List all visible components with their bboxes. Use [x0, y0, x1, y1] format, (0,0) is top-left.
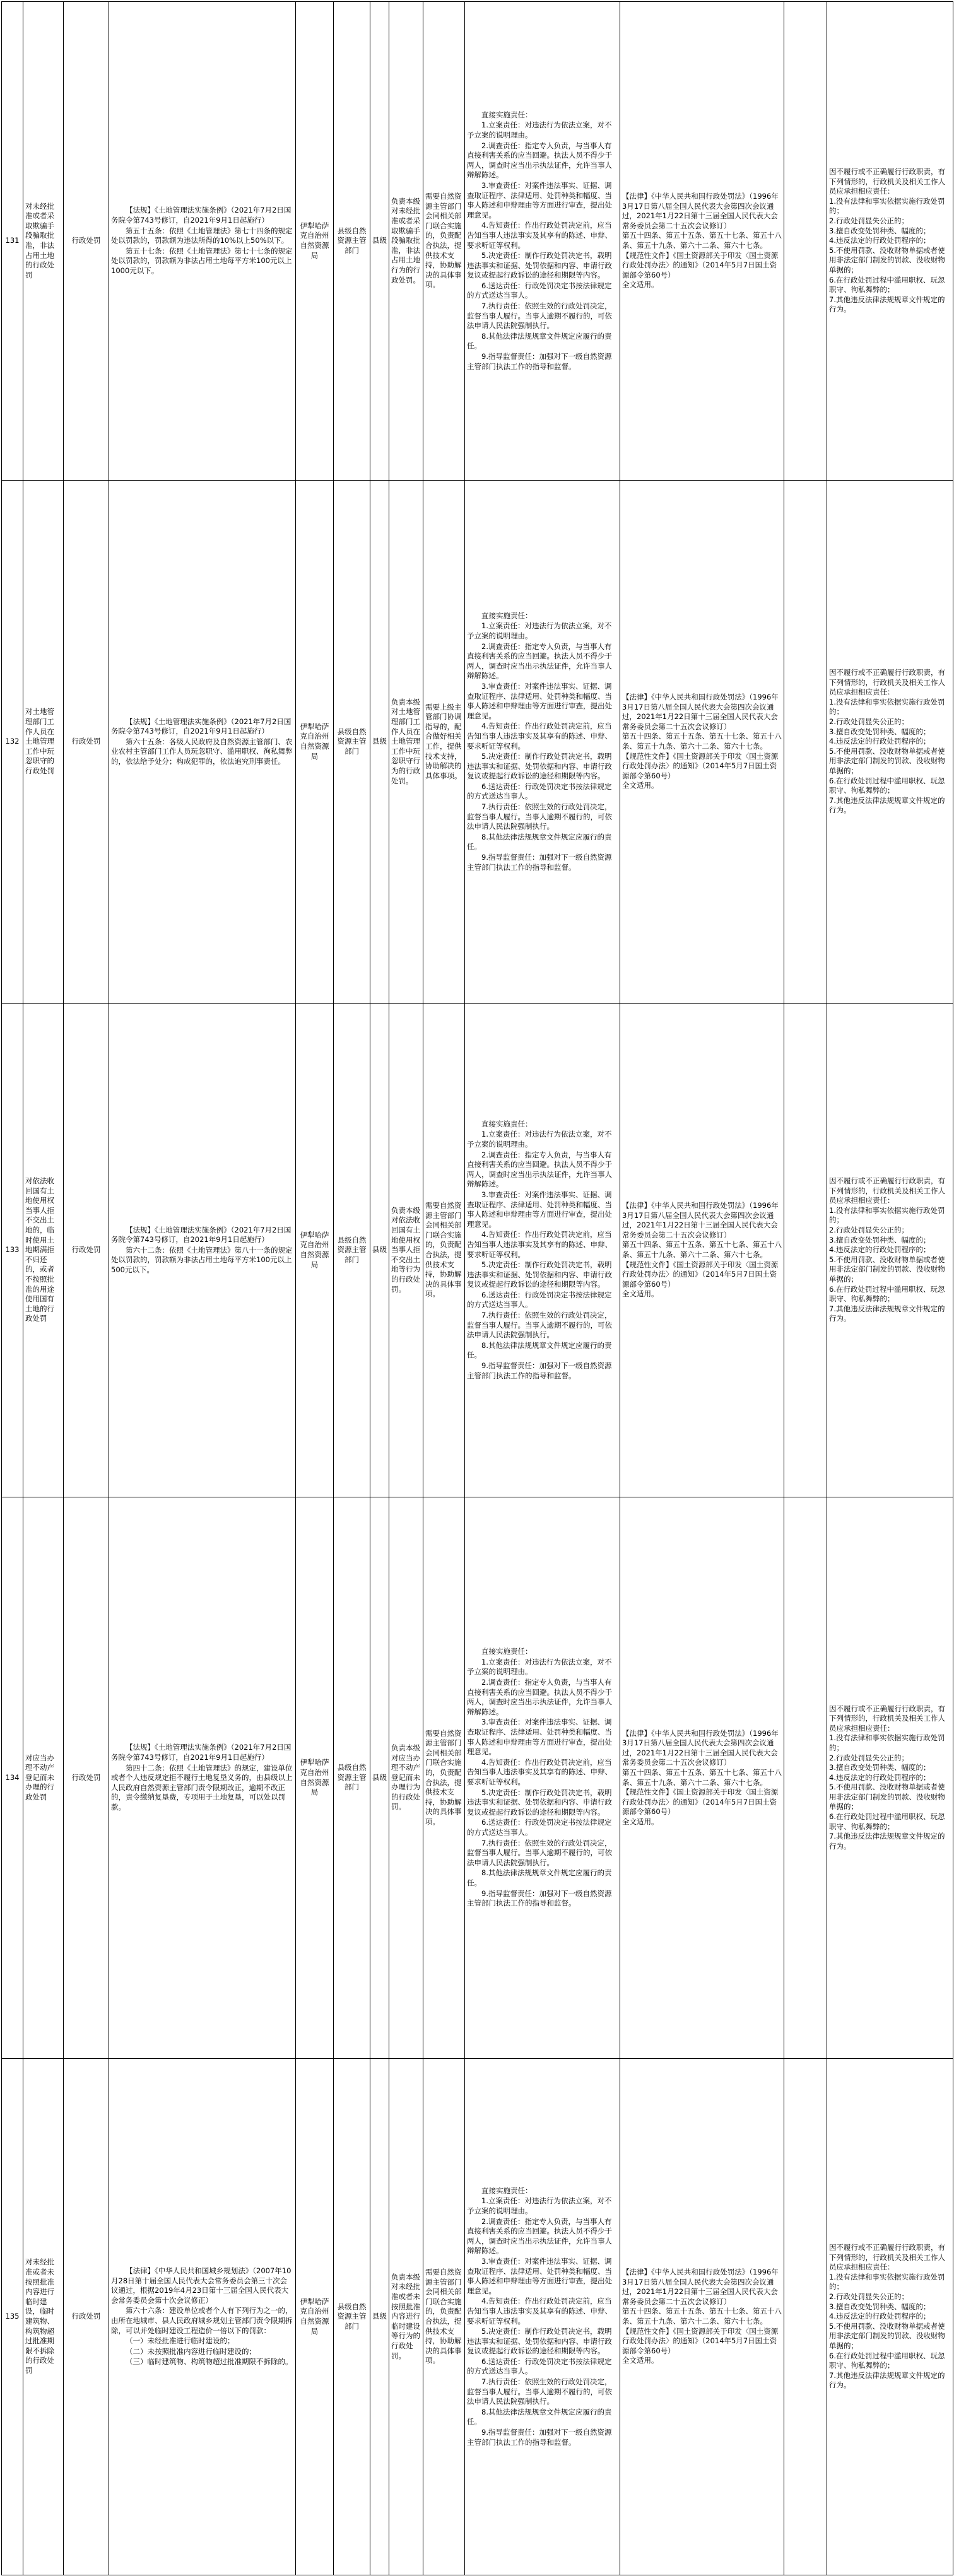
duty_list-line: 2.调查责任：指定专人负责，与当事人有直接利害关系的应当回避。执法人员不得少于两人，调查时应当出示执法证件，允许当事人辩解陈述。: [467, 641, 612, 681]
row-number: 132: [2, 481, 23, 1004]
duty_list-line: 8.其他法律法规规章文件规定应履行的责任。: [467, 832, 612, 852]
law-line: 【法律】《中华人民共和国行政处罚法》（1996年3月17日第八届全国人民代表大会第四次会议通过，2021年1月22日第十三届全国人民代表大会常务委员会第二十五次会议修订）: [622, 2268, 779, 2306]
law-line: 【法律】《中华人民共和国行政处罚法》（1996年3月17日第八届全国人民代表大会第四次会议通过，2021年1月22日第十三届全国人民代表大会常务委员会第二十五次会议修订）: [622, 693, 779, 731]
liab-line: 2.行政处罚显失公正的；: [829, 2292, 909, 2302]
implementing-level: 县级: [370, 2059, 389, 2575]
implementing-level: 县级: [370, 2, 389, 481]
duty_list-line: 6.送达责任：行政处罚决定书按法律规定的方式送达当事人。: [467, 2356, 612, 2376]
legal-basis: [109, 2, 296, 481]
item-type: 行政处罚: [64, 1497, 109, 2059]
duty_list-line: 4.告知责任：作出行政处罚决定前，应当告知当事人违法事实及其享有的陈述、申辩、要求听证等权利。: [467, 221, 612, 250]
law-line: 【规范性文件】《国土资源部关于印发〈国土资源行政处罚办法〉的通知》（2014年5月7日国土资源部令第60号）: [622, 2326, 779, 2355]
legal-basis: [109, 1497, 296, 2059]
duty_list-line: 1.立案责任：对违法行为依法立案，对不予立案的说明理由。: [467, 1657, 612, 1677]
legal-basis: [109, 2059, 296, 2575]
liab-line: 1.没有法律和事实依据实施行政处罚的；: [829, 697, 945, 717]
liab-line: 2.行政处罚显失公正的；: [829, 717, 909, 727]
basis-line: 第六十五条：各级人民政府及自然资源主管部门、农业农村主管部门工作人员玩忽职守、滥用职权、徇私舞弊的，依法给予处分；构成犯罪的，依法追究刑事责任。: [111, 737, 293, 766]
table-row: [2, 1497, 953, 2059]
duty_list-line: 2.调查责任：指定专人负责，与当事人有直接利害关系的应当回避。执法人员不得少于两人，调查时应当出示执法证件，允许当事人辩解陈述。: [467, 2216, 612, 2256]
liab-line: 因不履行或不正确履行行政职责，有下列情形的，行政机关及相关工作人员应承担相应责任：: [829, 668, 945, 697]
duty_list-line: 7.执行责任：依照生效的行政处罚决定，监督当事人履行。当事人逾期不履行的，可依法申请人民法院强制执行。: [467, 2377, 612, 2406]
responsibility-legal-basis: [620, 1497, 784, 2059]
responsibility-division: 负责本级对未经批准或者采取欺骗手段骗取批准，非法占用土地行为的行政处罚。: [389, 2, 423, 481]
duty_list-line: 7.执行责任：依照生效的行政处罚决定，监督当事人履行。当事人逾期不履行的，可依法申请人民法院强制执行。: [467, 802, 612, 831]
accountability-subject: [784, 1004, 827, 1497]
duty_list-line: 4.告知责任：作出行政处罚决定前，应当告知当事人违法事实及其享有的陈述、申辩、要求听证等权利。: [467, 1757, 612, 1786]
duty_list-line: 1.立案责任：对违法行为依法立案，对不予立案的说明理由。: [467, 2196, 612, 2215]
basis-line: （一）未经批准进行临时建设的；: [126, 2336, 235, 2346]
liab-line: 5.不使用罚款、没收财物单据或者使用非法定部门制发的罚款、没收财物单据的；: [829, 1783, 945, 1812]
liab-line: 5.不使用罚款、没收财物单据或者使用非法定部门制发的罚款、没收财物单据的；: [829, 746, 945, 775]
item-type: 行政处罚: [64, 481, 109, 1004]
duty_list-line: 直接实施责任：: [481, 1647, 533, 1656]
liab-line: 4.违反法定的行政处罚程序的；: [829, 1245, 931, 1255]
implementing-department: 伊犁哈萨克自治州自然资源局: [296, 481, 334, 1004]
liab-line: 4.违反法定的行政处罚程序的；: [829, 236, 931, 245]
coordination-duty: 需要自然资源主管部门会同相关部门联合实施的，负责配合执法，提供技术支持，协助解决的具体事项。: [423, 2059, 465, 2575]
implementing-subject: 县级自然资源主管部门: [334, 481, 370, 1004]
responsibility-division: 负责本级对土地管理部门工作人员在土地管理工作中玩忽职守行为的行政处罚。: [389, 481, 423, 1004]
duty_list-line: 3.审查责任：对案件违法事实、证据、调查取证程序、法律适用、处罚种类和幅度、当事人陈述和申辩理由等方面进行审查，提出处理意见。: [467, 2256, 612, 2295]
responsibility-items: [465, 2059, 620, 2575]
duty_list-line: 9.指导监督责任：加强对下一级自然资源主管部门执法工作的指导和监督。: [467, 1361, 612, 1380]
liab-line: 3.擅自改变处罚种类、幅度的；: [829, 2302, 931, 2311]
implementing-subject: 县级自然资源主管部门: [334, 1497, 370, 2059]
duty_list-line: 5.决定责任：制作行政处罚决定书，载明违法事实和证据、处罚依据和内容、申请行政复议或提起行政诉讼的途径和期限等内容。: [467, 251, 612, 280]
row-number: 131: [2, 2, 23, 481]
responsibility-division: 负责本级对应当办理不动产登记而未办理行为的行政处罚。: [389, 1497, 423, 2059]
duty_list-line: 1.立案责任：对违法行为依法立案，对不予立案的说明理由。: [467, 621, 612, 640]
implementing-level: 县级: [370, 481, 389, 1004]
responsibility-items: [465, 1004, 620, 1497]
duty_list-line: 5.决定责任：制作行政处罚决定书，载明违法事实和证据、处罚依据和内容、申请行政复议或提起行政诉讼的途径和期限等内容。: [467, 752, 612, 781]
accountability-situations: [827, 481, 953, 1004]
law-line: 【法律】《中华人民共和国行政处罚法》（1996年3月17日第八届全国人民代表大会第四次会议通过，2021年1月22日第十三届全国人民代表大会常务委员会第二十五次会议修订）: [622, 1201, 779, 1239]
implementing-subject: 县级自然资源主管部门: [334, 1004, 370, 1497]
accountability-situations: [827, 1497, 953, 2059]
liab-line: 5.不使用罚款、没收财物单据或者使用非法定部门制发的罚款、没收财物单据的；: [829, 245, 945, 274]
liab-line: 6.在行政处罚过程中滥用职权、玩忽职守、徇私舞弊的；: [829, 275, 945, 295]
table-row: [2, 1004, 953, 1497]
liab-line: 3.擅自改变处罚种类、幅度的；: [829, 1763, 931, 1772]
responsibility-items: [465, 1497, 620, 2059]
law-line: 全文适用。: [622, 781, 659, 790]
duty_list-line: 7.执行责任：依照生效的行政处罚决定，监督当事人履行。当事人逾期不履行的，可依法申请人民法院强制执行。: [467, 302, 612, 331]
duty_list-line: 4.告知责任：作出行政处罚决定前，应当告知当事人违法事实及其享有的陈述、申辩、要求听证等权利。: [467, 722, 612, 751]
liab-line: 1.没有法律和事实依据实施行政处罚的；: [829, 196, 945, 216]
responsibility-items: [465, 481, 620, 1004]
responsibility-legal-basis: [620, 1004, 784, 1497]
item-type: 行政处罚: [64, 2059, 109, 2575]
liab-line: 5.不使用罚款、没收财物单据或者使用非法定部门制发的罚款、没收财物单据的；: [829, 1255, 945, 1284]
law-line: 【规范性文件】《国土资源部关于印发〈国土资源行政处罚办法〉的通知》（2014年5月7日国土资源部令第60号）: [622, 250, 779, 279]
accountability-subject: [784, 2, 827, 481]
row-number: 134: [2, 1497, 23, 2059]
basis-line: 【法规】《土地管理法实施条例》（2021年7月2日国务院令第743号修订，自2021年9月1日起施行）: [111, 206, 292, 225]
responsibility-legal-basis: [620, 2059, 784, 2575]
accountability-subject: [784, 2059, 827, 2575]
liab-line: 因不履行或不正确履行行政职责，有下列情形的，行政机关及相关工作人员应承担相应责任：: [829, 2243, 945, 2272]
liab-line: 6.在行政处罚过程中滥用职权、玩忽职守、徇私舞弊的；: [829, 776, 945, 795]
law-line: 全文适用。: [622, 1289, 659, 1299]
liab-line: 3.擅自改变处罚种类、幅度的；: [829, 226, 931, 235]
liab-line: 7.其他违反法律法规规章文件规定的行为。: [829, 1304, 945, 1323]
row-number: 135: [2, 2059, 23, 2575]
coordination-duty: 需要自然资源主管部门会同相关部门联合实施的，负责配合执法，提供技术支持，协助解决的具体事项。: [423, 1497, 465, 2059]
accountability-subject: [784, 481, 827, 1004]
responsibility-division: 负责本级对依法收回国有土地使用权当事人拒不交出土地等行为的行政处罚。: [389, 1004, 423, 1497]
law-line: 第五十四条、第五十五条、第五十七条、第五十八条、第五十九条、第六十二条、第六十七条。: [622, 1240, 782, 1259]
responsibility-division: 负责本级对未经批准或者未按照批准内容进行临时建设等行为的行政处罚。: [389, 2059, 423, 2575]
implementing-department: 伊犁哈萨克自治州自然资源局: [296, 1004, 334, 1497]
duty_list-line: 直接实施责任：: [481, 110, 533, 119]
law-line: 【规范性文件】《国土资源部关于印发〈国土资源行政处罚办法〉的通知》（2014年5月7日国土资源部令第60号）: [622, 1788, 779, 1817]
law-line: 【规范性文件】《国土资源部关于印发〈国土资源行政处罚办法〉的通知》（2014年5月7日国土资源部令第60号）: [622, 751, 779, 780]
liab-line: 1.没有法律和事实依据实施行政处罚的；: [829, 1205, 945, 1225]
duty_list-line: 6.送达责任：行政处罚决定书按法律规定的方式送达当事人。: [467, 281, 612, 300]
duty_list-line: 4.告知责任：作出行政处罚决定前，应当告知当事人违法事实及其享有的陈述、申辩、要求听证等权利。: [467, 1230, 612, 1259]
implementing-level: 县级: [370, 1497, 389, 2059]
duty_list-line: 9.指导监督责任：加强对下一级自然资源主管部门执法工作的指导和监督。: [467, 853, 612, 872]
duty_list-line: 6.送达责任：行政处罚决定书按法律规定的方式送达当事人。: [467, 782, 612, 801]
accountability-situations: [827, 2, 953, 481]
basis-line: 【法规】《土地管理法实施条例》（2021年7月2日国务院令第743号修订，自2021年9月1日起施行）: [111, 1225, 292, 1244]
duty_list-line: 6.送达责任：行政处罚决定书按法律规定的方式送达当事人。: [467, 1290, 612, 1309]
basis-line: 第六十二条：依照《土地管理法》第八十一条的规定处以罚款的，罚款额为非法占用土地每平方米100元以上500元以下。: [111, 1245, 293, 1274]
liab-line: 4.违反法定的行政处罚程序的；: [829, 737, 931, 746]
basis-line: 第五十五条：依照《土地管理法》第七十四条的规定处以罚款的，罚款额为违法所得的10%以上50%以下。: [111, 226, 293, 245]
liab-line: 2.行政处罚显失公正的；: [829, 1226, 909, 1235]
duty_list-line: 6.送达责任：行政处罚决定书按法律规定的方式送达当事人。: [467, 1818, 612, 1837]
basis-line: 第五十七条：依照《土地管理法》第七十七条的规定处以罚款的，罚款额为非法占用土地每平方米100元以上1000元以下。: [111, 246, 293, 275]
item-type: 行政处罚: [64, 2, 109, 481]
table-row: [2, 2, 953, 481]
duty_list-line: 9.指导监督责任：加强对下一级自然资源主管部门执法工作的指导和监督。: [467, 2428, 612, 2447]
duty_list-line: 直接实施责任：: [481, 1119, 533, 1128]
legal-basis: [109, 481, 296, 1004]
law-line: 第五十四条、第五十五条、第五十七条、第五十八条、第五十九条、第六十二条、第六十七条。: [622, 2307, 782, 2326]
item-name: 对未经批准或者采取欺骗手段骗取批准，非法占用土地的行政处罚: [23, 2, 64, 481]
basis-line: （三）临时建筑物、构筑物超过批准期限不拆除的。: [126, 2357, 293, 2367]
responsibility-legal-basis: [620, 481, 784, 1004]
law-line: 全文适用。: [622, 2356, 659, 2365]
duty_list-line: 3.审查责任：对案件违法事实、证据、调查取证程序、法律适用、处罚种类和幅度、当事人陈述和申辩理由等方面进行审查，提出处理意见。: [467, 1718, 612, 1757]
liab-line: 2.行政处罚显失公正的；: [829, 216, 909, 226]
duty_list-line: 3.审查责任：对案件违法事实、证据、调查取证程序、法律适用、处罚种类和幅度、当事人陈述和申辩理由等方面进行审查，提出处理意见。: [467, 180, 612, 220]
accountability-situations: [827, 1004, 953, 1497]
item-name: 对未经批准或者未按照批准内容进行临时建设，临时建筑物、构筑物超过批准期限不拆除的行政处罚: [23, 2059, 64, 2575]
duty_list-line: 8.其他法律法规规章文件规定应履行的责任。: [467, 1340, 612, 1360]
liab-line: 6.在行政处罚过程中滥用职权、玩忽职守、徇私舞弊的；: [829, 1812, 945, 1831]
law-line: 第五十四条、第五十五条、第五十七条、第五十八条、第五十九条、第六十二条、第六十七条。: [622, 231, 782, 250]
item-name: 对土地管理部门工作人员在土地管理工作中玩忽职守的行政处罚: [23, 481, 64, 1004]
item-name: 对依法收回国有土地使用权当事人拒不交出土地的，临时使用土地期满拒不归还的，或者不按照批准的用途使用国有土地的行政处罚: [23, 1004, 64, 1497]
law-line: 全文适用。: [622, 280, 659, 290]
implementing-department: 伊犁哈萨克自治州自然资源局: [296, 2, 334, 481]
row-number: 133: [2, 1004, 23, 1497]
duty_list-line: 8.其他法律法规规章文件规定应履行的责任。: [467, 331, 612, 351]
duty_list-line: 5.决定责任：制作行政处罚决定书，载明违法事实和证据、处罚依据和内容、申请行政复议或提起行政诉讼的途径和期限等内容。: [467, 2327, 612, 2356]
duty_list-line: 8.其他法律法规规章文件规定应履行的责任。: [467, 1868, 612, 1887]
duty_list-line: 8.其他法律法规规章文件规定应履行的责任。: [467, 2407, 612, 2427]
duty_list-line: 4.告知责任：作出行政处罚决定前，应当告知当事人违法事实及其享有的陈述、申辩、要求听证等权利。: [467, 2297, 612, 2326]
power-list-table: [1, 1, 953, 2575]
liab-line: 6.在行政处罚过程中滥用职权、玩忽职守、徇私舞弊的；: [829, 2351, 945, 2370]
law-line: 第五十四条、第五十五条、第五十七条、第五十八条、第五十九条、第六十二条、第六十七条。: [622, 1767, 782, 1787]
liab-line: 7.其他违反法律法规规章文件规定的行为。: [829, 2370, 945, 2390]
table-row: [2, 481, 953, 1004]
responsibility-items: [465, 2, 620, 481]
coordination-duty: 需要自然资源主管部门会同相关部门联合实施的，负责配合执法，提供技术支持，协助解决的具体事项。: [423, 1004, 465, 1497]
law-line: 第五十四条、第五十五条、第五十七条、第五十八条、第五十九条、第六十二条、第六十七条。: [622, 732, 782, 751]
implementing-department: 伊犁哈萨克自治州自然资源局: [296, 1497, 334, 2059]
implementing-subject: 县级自然资源主管部门: [334, 2059, 370, 2575]
basis-line: 【法规】《土地管理法实施条例》（2021年7月2日国务院令第743号修订，自2021年9月1日起施行）: [111, 717, 292, 736]
duty_list-line: 5.决定责任：制作行政处罚决定书，载明违法事实和证据、处罚依据和内容、申请行政复议或提起行政诉讼的途径和期限等内容。: [467, 1788, 612, 1817]
duty_list-line: 2.调查责任：指定专人负责，与当事人有直接利害关系的应当回避。执法人员不得少于两人，调查时应当出示执法证件，允许当事人辩解陈述。: [467, 141, 612, 180]
implementing-subject: 县级自然资源主管部门: [334, 2, 370, 481]
duty_list-line: 2.调查责任：指定专人负责，与当事人有直接利害关系的应当回避。执法人员不得少于两人，调查时应当出示执法证件，允许当事人辩解陈述。: [467, 1150, 612, 1189]
liab-line: 1.没有法律和事实依据实施行政处罚的；: [829, 1733, 945, 1752]
liab-line: 7.其他违反法律法规规章文件规定的行为。: [829, 795, 945, 815]
coordination-duty: 需要自然资源主管部门会同相关部门联合实施的，负责配合执法，提供技术支持，协助解决的具体事项。: [423, 2, 465, 481]
duty_list-line: 7.执行责任：依照生效的行政处罚决定，监督当事人履行。当事人逾期不履行的，可依法申请人民法院强制执行。: [467, 1838, 612, 1867]
duty_list-line: 直接实施责任：: [481, 2186, 533, 2195]
liab-line: 因不履行或不正确履行行政职责，有下列情形的，行政机关及相关工作人员应承担相应责任：: [829, 1176, 945, 1205]
duty_list-line: 2.调查责任：指定专人负责，与当事人有直接利害关系的应当回避。执法人员不得少于两人，调查时应当出示执法证件，允许当事人辩解陈述。: [467, 1678, 612, 1716]
item-type: 行政处罚: [64, 1004, 109, 1497]
liab-line: 4.违反法定的行政处罚程序的；: [829, 1772, 931, 1782]
liab-line: 4.违反法定的行政处罚程序的；: [829, 2312, 931, 2321]
basis-line: 【法规】《土地管理法实施条例》（2021年7月2日国务院令第743号修订，自2021年9月1日起施行）: [111, 1743, 292, 1762]
law-line: 【法律】《中华人民共和国行政处罚法》（1996年3月17日第八届全国人民代表大会第四次会议通过，2021年1月22日第十三届全国人民代表大会常务委员会第二十五次会议修订）: [622, 192, 779, 230]
responsibility-legal-basis: [620, 2, 784, 481]
duty_list-line: 7.执行责任：依照生效的行政处罚决定，监督当事人履行。当事人逾期不履行的，可依法申请人民法院强制执行。: [467, 1311, 612, 1340]
liab-line: 1.没有法律和事实依据实施行政处罚的；: [829, 2272, 945, 2292]
duty_list-line: 1.立案责任：对违法行为依法立案，对不予立案的说明理由。: [467, 120, 612, 139]
liab-line: 7.其他违反法律法规规章文件规定的行为。: [829, 295, 945, 314]
liab-line: 6.在行政处罚过程中滥用职权、玩忽职守、徇私舞弊的；: [829, 1284, 945, 1304]
liab-line: 3.擅自改变处罚种类、幅度的；: [829, 727, 931, 736]
duty_list-line: 直接实施责任：: [481, 611, 533, 620]
law-line: 全文适用。: [622, 1817, 659, 1826]
liab-line: 因不履行或不正确履行行政职责，有下列情形的，行政机关及相关工作人员应承担相应责任：: [829, 167, 945, 196]
item-name: 对应当办理不动产登记而未办理的行政处罚: [23, 1497, 64, 2059]
basis-line: 【法律】《中华人民共和国城乡规划法》（2007年10月28日第十届全国人民代表大会常务委员会第三十次会议通过，根据2019年4月23日第十三届全国人民代表大会常务委员会第十次会议修正）: [111, 2266, 292, 2305]
law-line: 【规范性文件】《国土资源部关于印发〈国土资源行政处罚办法〉的通知》（2014年5月7日国土资源部令第60号）: [622, 1260, 779, 1289]
legal-basis: [109, 1004, 296, 1497]
duty_list-line: 5.决定责任：制作行政处罚决定书，载明违法事实和证据、处罚依据和内容、申请行政复议或提起行政诉讼的途径和期限等内容。: [467, 1260, 612, 1289]
law-line: 【法律】《中华人民共和国行政处罚法》（1996年3月17日第八届全国人民代表大会第四次会议通过，2021年1月22日第十三届全国人民代表大会常务委员会第二十五次会议修订）: [622, 1728, 779, 1767]
duty_list-line: 9.指导监督责任：加强对下一级自然资源主管部门执法工作的指导和监督。: [467, 1888, 612, 1908]
duty_list-line: 3.审查责任：对案件违法事实、证据、调查取证程序、法律适用、处罚种类和幅度、当事人陈述和申辩理由等方面进行审查，提出处理意见。: [467, 681, 612, 720]
basis-line: 第六十六条：建设单位或者个人有下列行为之一的，由所在地城市、县人民政府城乡规划主管部门责令限期拆除，可以并处临时建设工程造价一倍以下的罚款：: [111, 2306, 293, 2335]
accountability-subject: [784, 1497, 827, 2059]
coordination-duty: 需要上级主管部门协调指导的，配合做好相关工作，提供技术支持，协助解决的具体事项。: [423, 481, 465, 1004]
liab-line: 3.擅自改变处罚种类、幅度的；: [829, 1235, 931, 1244]
basis-line: 第四十二条：依照《土地管理法》的规定，建设单位或者个人违反规定拒不履行土地复垦义务的，由县级以上人民政府自然资源主管部门责令限期改正，逾期不改正的，责令缴纳复垦费，专项用于土地复垦，可以处以罚款。: [111, 1763, 293, 1812]
liab-line: 5.不使用罚款、没收财物单据或者使用非法定部门制发的罚款、没收财物单据的；: [829, 2321, 945, 2350]
liab-line: 2.行政处罚显失公正的；: [829, 1753, 909, 1762]
duty_list-line: 9.指导监督责任：加强对下一级自然资源主管部门执法工作的指导和监督。: [467, 352, 612, 371]
basis-line: （二）未按照批准内容进行临时建设的；: [126, 2346, 256, 2356]
accountability-situations: [827, 2059, 953, 2575]
liab-line: 7.其他违反法律法规规章文件规定的行为。: [829, 1832, 945, 1851]
implementing-level: 县级: [370, 1004, 389, 1497]
table-row: [2, 2059, 953, 2575]
implementing-department: 伊犁哈萨克自治州自然资源局: [296, 2059, 334, 2575]
liab-line: 因不履行或不正确履行行政职责，有下列情形的，行政机关及相关工作人员应承担相应责任：: [829, 1704, 945, 1733]
duty_list-line: 1.立案责任：对违法行为依法立案，对不予立案的说明理由。: [467, 1130, 612, 1149]
duty_list-line: 3.审查责任：对案件违法事实、证据、调查取证程序、法律适用、处罚种类和幅度、当事人陈述和申辩理由等方面进行审查，提出处理意见。: [467, 1190, 612, 1229]
